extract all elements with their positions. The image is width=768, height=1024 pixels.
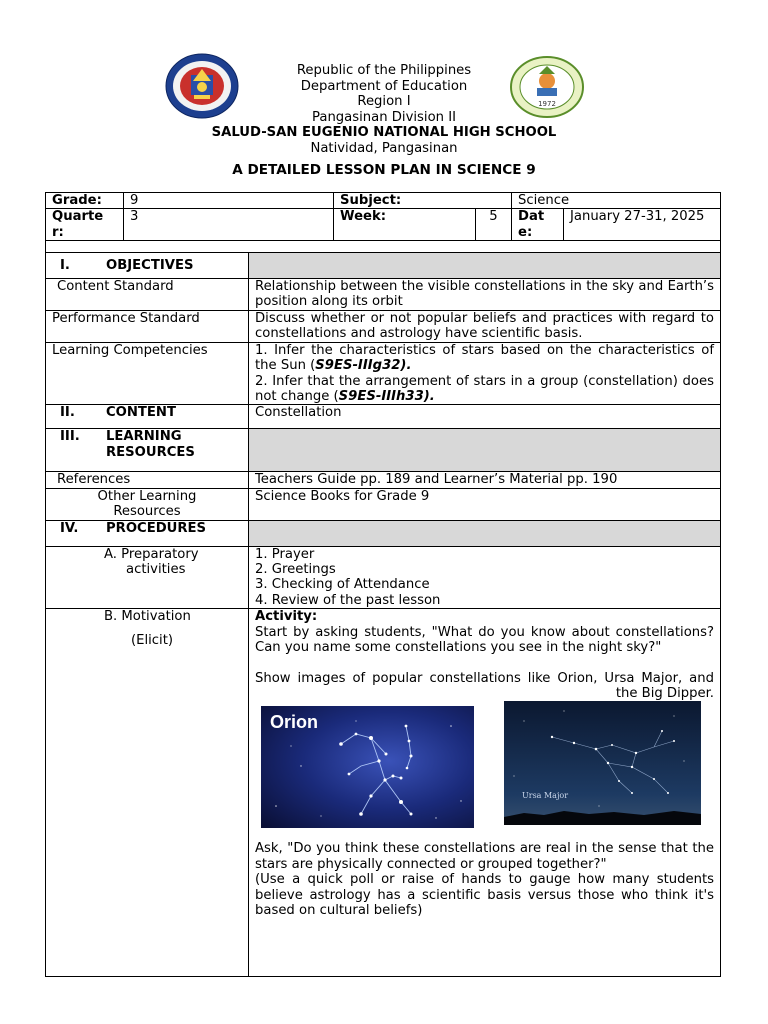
references-label: References [46,472,249,488]
section-number: II. [60,405,75,421]
school-location: Natividad, Pangasinan [310,140,458,156]
week-label: Week: [334,209,476,241]
quarter-label-line: Quarte [52,209,104,225]
motivation-content [249,609,721,977]
orion-image-label: Orion [270,712,318,733]
list-item: 3. Checking of Attendance [255,577,430,593]
section-title: RESOURCES [106,444,195,460]
ursa-major-image-label: Ursa Major [522,791,569,801]
other-resources-value: Science Books for Grade 9 [249,488,721,520]
section-number: IV. [60,520,79,536]
references-value: Teachers Guide pp. 189 and Learner’s Material pp. 190 [249,472,721,488]
content-standard-text: Relationship between the visible constellations in the sky and Earth’s position along its orbit [249,279,721,311]
ursa-major-constellation-image [504,701,701,825]
learning-competencies-label: Learning Competencies [46,342,249,405]
header-line: Pangasinan Division II [312,109,456,125]
subject-label: Subject: [334,193,512,209]
learning-competencies-text [249,342,721,405]
preparatory-label [46,546,249,609]
motivation-paragraph: Start by asking students, "What do you know about constellations? Can you name some constellations you see in the night sky?" [255,624,714,656]
motivation-paragraph: Ask, "Do you think these constellations are real in the sense that the stars are physically connected or grouped together?" [255,841,714,872]
section-title: LEARNING [106,429,182,445]
motivation-paragraph: Show images of popular constellations like Orion, Ursa Major, and the Big Dipper. [255,670,714,701]
list-item: 2. Greetings [255,562,336,578]
section-title: PROCEDURES [106,520,207,536]
section-number: III. [60,429,80,445]
grade-value: 9 [124,193,334,209]
quarter-label [46,209,124,241]
date-label-line: e: [518,224,533,240]
motivation-sublabel: (Elicit) [131,633,174,649]
header-line: Republic of the Philippines [296,63,472,78]
section-number: I. [60,257,70,273]
list-item: 4. Review of the past lesson [255,592,441,608]
learning-resources-shaded-cell [249,429,721,472]
date-label [512,209,564,241]
spacer-row [46,241,721,253]
motivation-label [46,609,249,977]
lesson-info-table [45,192,721,253]
subject-value: Science [512,193,721,209]
content-heading [46,405,249,429]
other-resources-label [46,488,249,520]
header-line: Region I [357,94,411,110]
content-value: Constellation [249,405,721,429]
quarter-label-line: r: [52,224,64,240]
other-resources-label-line: Resources [113,504,181,520]
procedures-shaded-cell [249,520,721,546]
orion-constellation-image [261,706,474,828]
objectives-shaded-cell [249,253,721,279]
date-label-line: Dat [518,209,545,225]
competency-2-code: S9ES-IIIh33). [338,389,435,405]
motivation-paragraph: (Use a quick poll or raise of hands to gauge how many students believe astrology has a scientific basis versus those who think it's based on cultural beliefs) [255,872,714,918]
week-value: 5 [476,209,512,241]
grade-label: Grade: [46,193,124,209]
motivation-label-line: B. Motivation [104,609,191,625]
preparatory-label-line: activities [126,562,186,578]
header-line: Department of Education [300,78,468,94]
section-title: OBJECTIVES [106,257,194,273]
school-name: SALUD-SAN EUGENIO NATIONAL HIGH SCHOOL [211,125,557,141]
section-title: CONTENT [106,405,176,421]
other-resources-label-line: Other Learning [97,488,197,504]
procedures-heading [46,520,249,546]
quarter-value: 3 [124,209,334,241]
activity-heading: Activity: [255,609,318,625]
preparatory-list [249,546,721,609]
school-seal-year: 1972 [538,100,556,108]
objectives-heading [46,253,249,279]
list-item: 1. Prayer [255,546,315,562]
preparatory-label-line: A. Preparatory [104,546,199,562]
competency-1: 1. Infer the characteristics of stars based on the characteristics of the Sun ( [255,342,714,374]
learning-resources-heading [46,429,249,472]
date-value: January 27-31, 2025 [564,209,721,241]
performance-standard-label: Performance Standard [46,311,249,343]
competency-1-code: S9ES-IIIg32). [315,358,412,374]
competency-2: 2. Infer that the arrangement of stars in a group (constellation) does not change ( [255,373,714,405]
lesson-plan-table [45,252,721,977]
content-standard-label: Content Standard [46,279,249,311]
lesson-plan-title: A DETAILED LESSON PLAN IN SCIENCE 9 [232,162,536,178]
letterhead [0,63,768,157]
performance-standard-text: Discuss whether or not popular beliefs and practices with regard to constellations and astrology have scientific basis. [249,311,721,343]
